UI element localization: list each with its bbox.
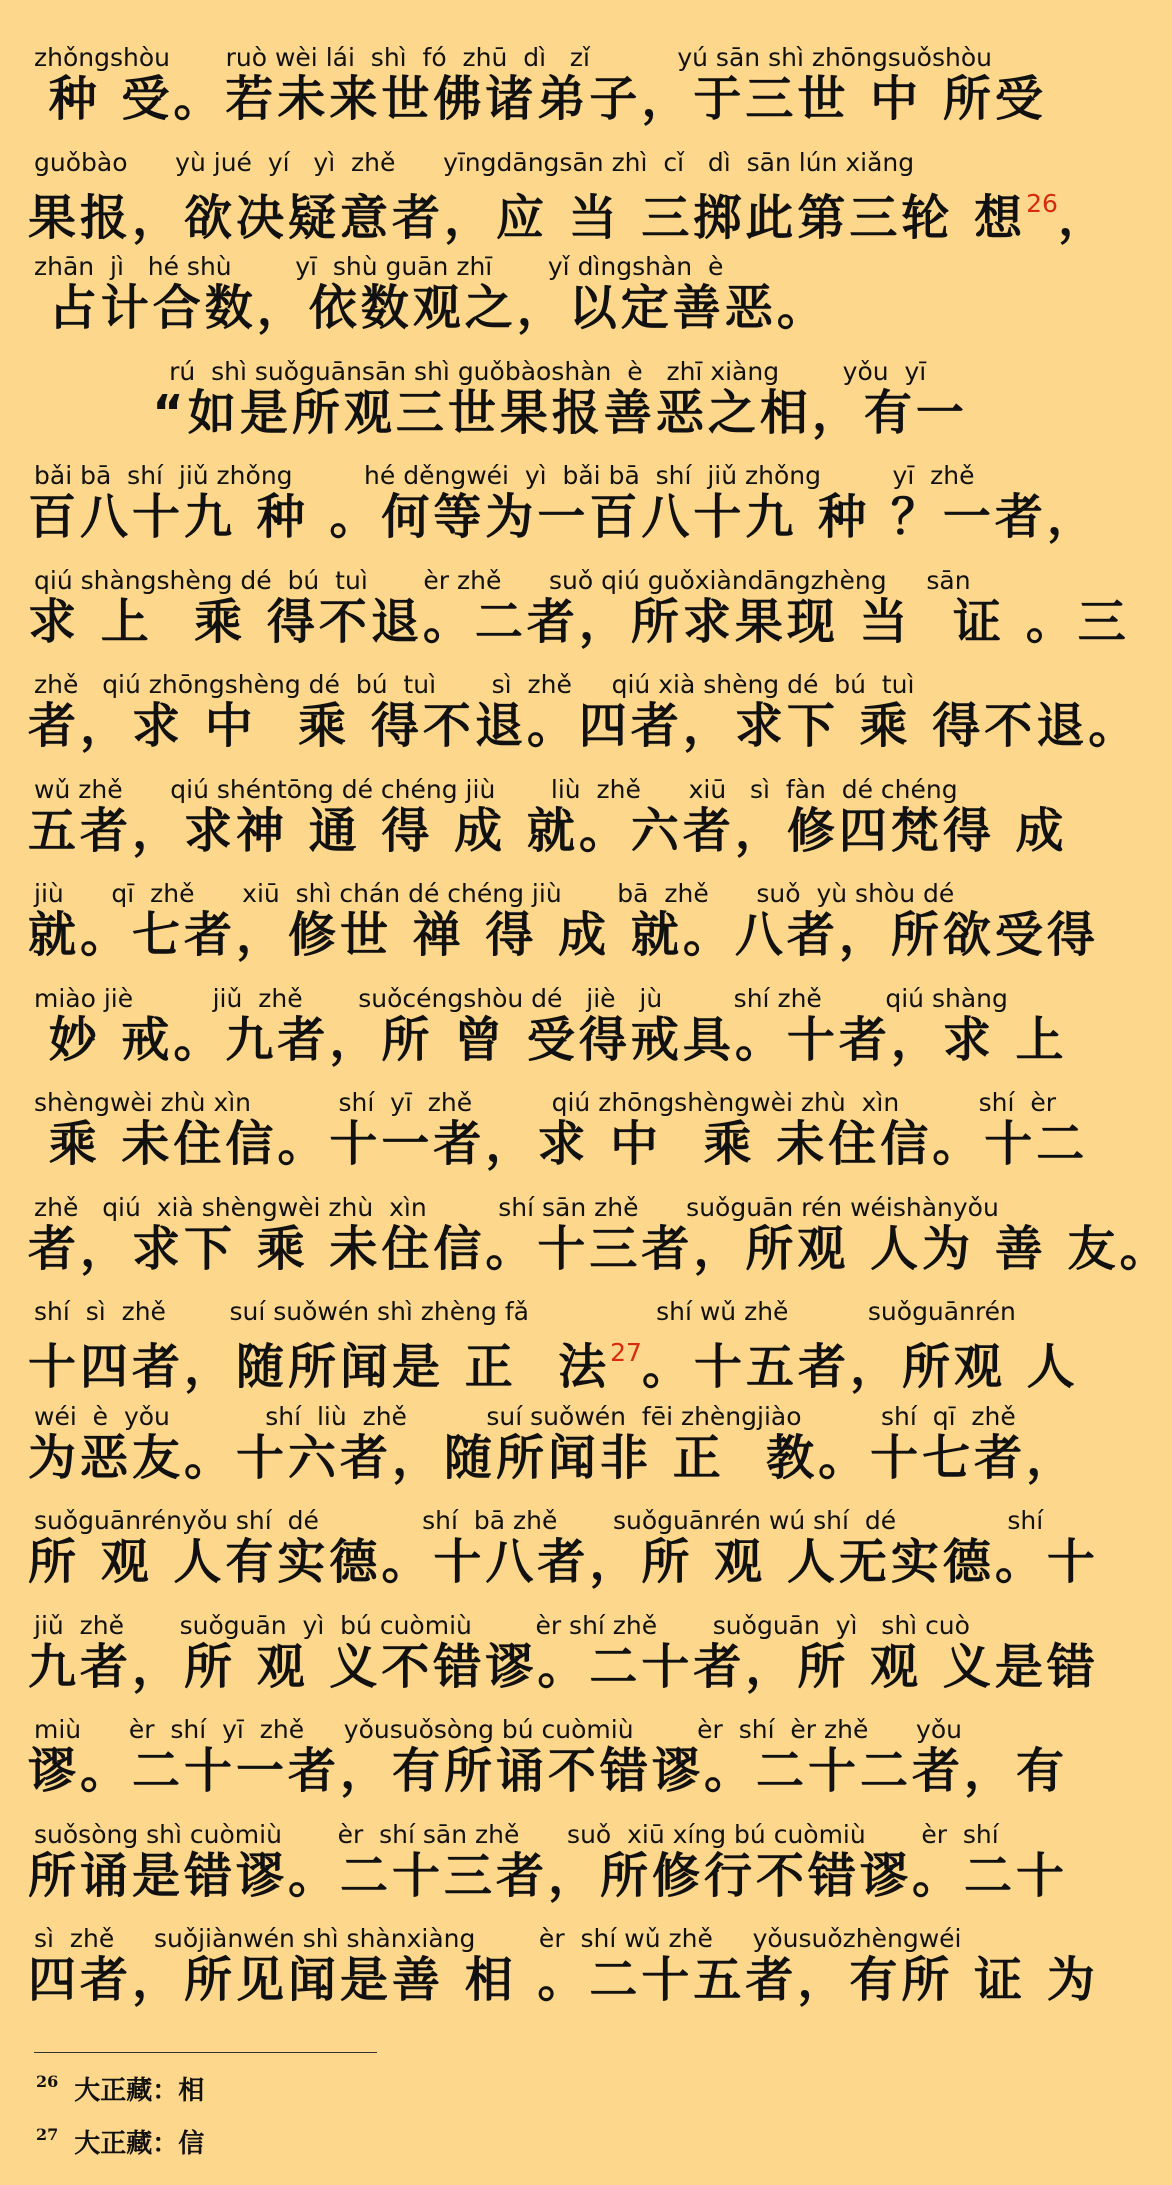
text-line bbox=[28, 1463, 1099, 1590]
chinese-text-segment: 者，求 中 乘 得不退。四者，求下 乘 得不退。 bbox=[28, 698, 1141, 754]
pinyin-annotation: guǒbào yù jué yí yì zhě yīngdāngsān zhì cǐ dì sān lún xiǎng bbox=[34, 147, 915, 177]
pinyin-annotation: wéi è yǒu shí liù zhě suí suǒwén fēi zhèngjiào shí qī zhě bbox=[34, 1401, 1016, 1431]
text-line bbox=[28, 732, 1068, 859]
chinese-text-segment: 九者，所 观 义不错谬。二十者，所 观 义是错 bbox=[28, 1638, 1099, 1695]
pinyin-annotation: jiù qī zhě xiū shì chán dé chéng jiù bā zhě suǒ yù shòu dé bbox=[34, 879, 955, 908]
chinese-text-segment: 百八十九 种 。何等为一百八十九 种 ？一者， bbox=[28, 489, 1099, 545]
chinese-text-segment: ， bbox=[1057, 189, 1110, 246]
chinese-text-segment: 所诵是错谬。二十三者，所修行不错谬。二十 bbox=[28, 1847, 1069, 1904]
chinese-text-segment: 种 受。若未来世佛诸弟子，于三世 中 所受 bbox=[28, 71, 1047, 127]
chinese-text bbox=[28, 1952, 1099, 2008]
text-line bbox=[28, 1881, 1099, 2008]
pinyin-annotation: bǎi bā shí jiǔ zhǒng hé děngwéi yì bǎi bā shí jiǔ zhǒng yī zhě bbox=[34, 461, 975, 490]
footnote-reference[interactable]: 26 bbox=[1026, 188, 1058, 218]
footnote-divider bbox=[34, 2052, 377, 2053]
pinyin-annotation: qiú shàngshèng dé bú tuì èr zhě suǒ qiú guǒxiàndāngzhèng sān bbox=[34, 565, 971, 595]
text-line bbox=[28, 1359, 1079, 1486]
pinyin-annotation: miù èr shí yī zhě yǒusuǒsòng bú cuòmiù èr shí èr zhě yǒu bbox=[34, 1715, 962, 1744]
chinese-text-segment: 所 观 人有实德。十八者，所 观 人无实德。十 bbox=[28, 1534, 1099, 1590]
chinese-text-segment: 妙 戒。九者，所 曾 受得戒具。十者，求 上 bbox=[28, 1011, 1068, 1068]
chinese-text-segment: 果报，欲决疑意者，应 当 三掷此第三轮 想 bbox=[28, 189, 1027, 246]
pinyin-annotation: zhān jì hé shù yī shù guān zhī yǐ dìngshàn è bbox=[34, 252, 724, 281]
text-line bbox=[28, 1254, 1079, 1395]
text-line bbox=[28, 1045, 1089, 1172]
pinyin-annotation: suǒsòng shì cuòmiù èr shí sān zhě suǒ xiū xíng bú cuòmiù èr shí bbox=[34, 1819, 999, 1849]
pinyin-annotation: zhě qiú xià shèngwèi zhù xìn shí sān zhě suǒguān rén wéishànyǒu bbox=[34, 1192, 999, 1222]
text-line bbox=[28, 1150, 1172, 1277]
pinyin-annotation: shí sì zhě suí suǒwén shì zhèng fǎ shí wǔ zhě suǒguānrén bbox=[34, 1297, 1016, 1326]
footnote-27: $^{27}$ 大正藏：信 bbox=[36, 2125, 205, 2159]
chinese-text-segment: 十四者，随所闻是 正 法 bbox=[28, 1339, 611, 1395]
footnotes bbox=[36, 2060, 204, 2166]
chinese-text-segment: 占计合数，依数观之，以定善恶。 bbox=[28, 280, 829, 336]
text-line bbox=[28, 0, 1052, 127]
pinyin-annotation: shèngwèi zhù xìn shí yī zhě qiú zhōngshèngwèi zhù xìn shí èr bbox=[34, 1088, 1056, 1117]
text-line bbox=[28, 314, 1052, 441]
footnote-reference[interactable]: 27 bbox=[610, 1338, 642, 1367]
text-line bbox=[28, 105, 1110, 246]
chinese-text-segment: 乘 未住信。十一者，求 中 乘 未住信。十二 bbox=[28, 1116, 1089, 1172]
text-line bbox=[28, 418, 1099, 545]
chinese-text-segment: 者，求下 乘 未住信。十三者，所观 人为 善 友。 bbox=[28, 1220, 1172, 1277]
pinyin-annotation: wǔ zhě qiú shéntōng dé chéng jiù liù zhě xiū sì fàn dé chéng bbox=[34, 774, 958, 804]
chinese-text-segment: 为恶友。十六者，随所闻非 正 教。十七者， bbox=[28, 1429, 1079, 1486]
pinyin-annotation: jiǔ zhě suǒguān yì bú cuòmiù èr shí zhě suǒguān yì shì cuò bbox=[34, 1610, 970, 1640]
pinyin-annotation: suǒguānrényǒu shí dé shí bā zhě suǒguānrén wú shí dé shí bbox=[34, 1506, 1044, 1535]
chinese-text-segment: 四者，所见闻是善 相 。二十五者，有所 证 为 bbox=[28, 1952, 1099, 2008]
pinyin-annotation: sì zhě suǒjiànwén shì shànxiàng èr shí wǔ zhě yǒusuǒzhèngwéi bbox=[34, 1924, 962, 1953]
chinese-text-segment: 求 上 乘 得不退。二者，所求果现 当 证 。三 bbox=[28, 593, 1130, 650]
footnote-26: $^{26}$ 大正藏：相 bbox=[36, 2072, 205, 2106]
text-line bbox=[28, 523, 1130, 650]
text-line bbox=[28, 1568, 1099, 1695]
pinyin-annotation: rú shì suǒguānsān shì guǒbàoshàn è zhī xiàng yǒu yī bbox=[34, 356, 927, 386]
chinese-text-segment: 就。七者，修世 禅 得 成 就。八者，所欲受得 bbox=[28, 907, 1099, 963]
text-line bbox=[28, 1672, 1069, 1799]
pinyin-annotation: miào jiè jiǔ zhě suǒcéngshòu dé jiè jù shí zhě qiú shàng bbox=[34, 983, 1008, 1013]
text-line bbox=[28, 1777, 1069, 1904]
chinese-text-segment: “如是所观三世果报善恶之相，有一 bbox=[28, 384, 968, 441]
pinyin-annotation: zhě qiú zhōngshèng dé bú tuì sì zhě qiú xià shèng dé bú tuì bbox=[34, 670, 915, 699]
text-line bbox=[28, 941, 1068, 1068]
pinyin-annotation: zhǒngshòu ruò wèi lái shì fó zhū dì zǐ yú sān shì zhōngsuǒshòu bbox=[34, 43, 992, 72]
text-body bbox=[28, 0, 1172, 2008]
text-line bbox=[28, 836, 1099, 963]
chinese-text-segment: 。十五者，所观 人 bbox=[641, 1339, 1079, 1395]
text-line bbox=[28, 627, 1141, 754]
text-line bbox=[28, 209, 1052, 336]
chinese-text-segment: 五者，求神 通 得 成 就。六者，修四梵得 成 bbox=[28, 802, 1068, 859]
chinese-text-segment: 谬。二十一者，有所诵不错谬。二十二者，有 bbox=[28, 1743, 1069, 1799]
